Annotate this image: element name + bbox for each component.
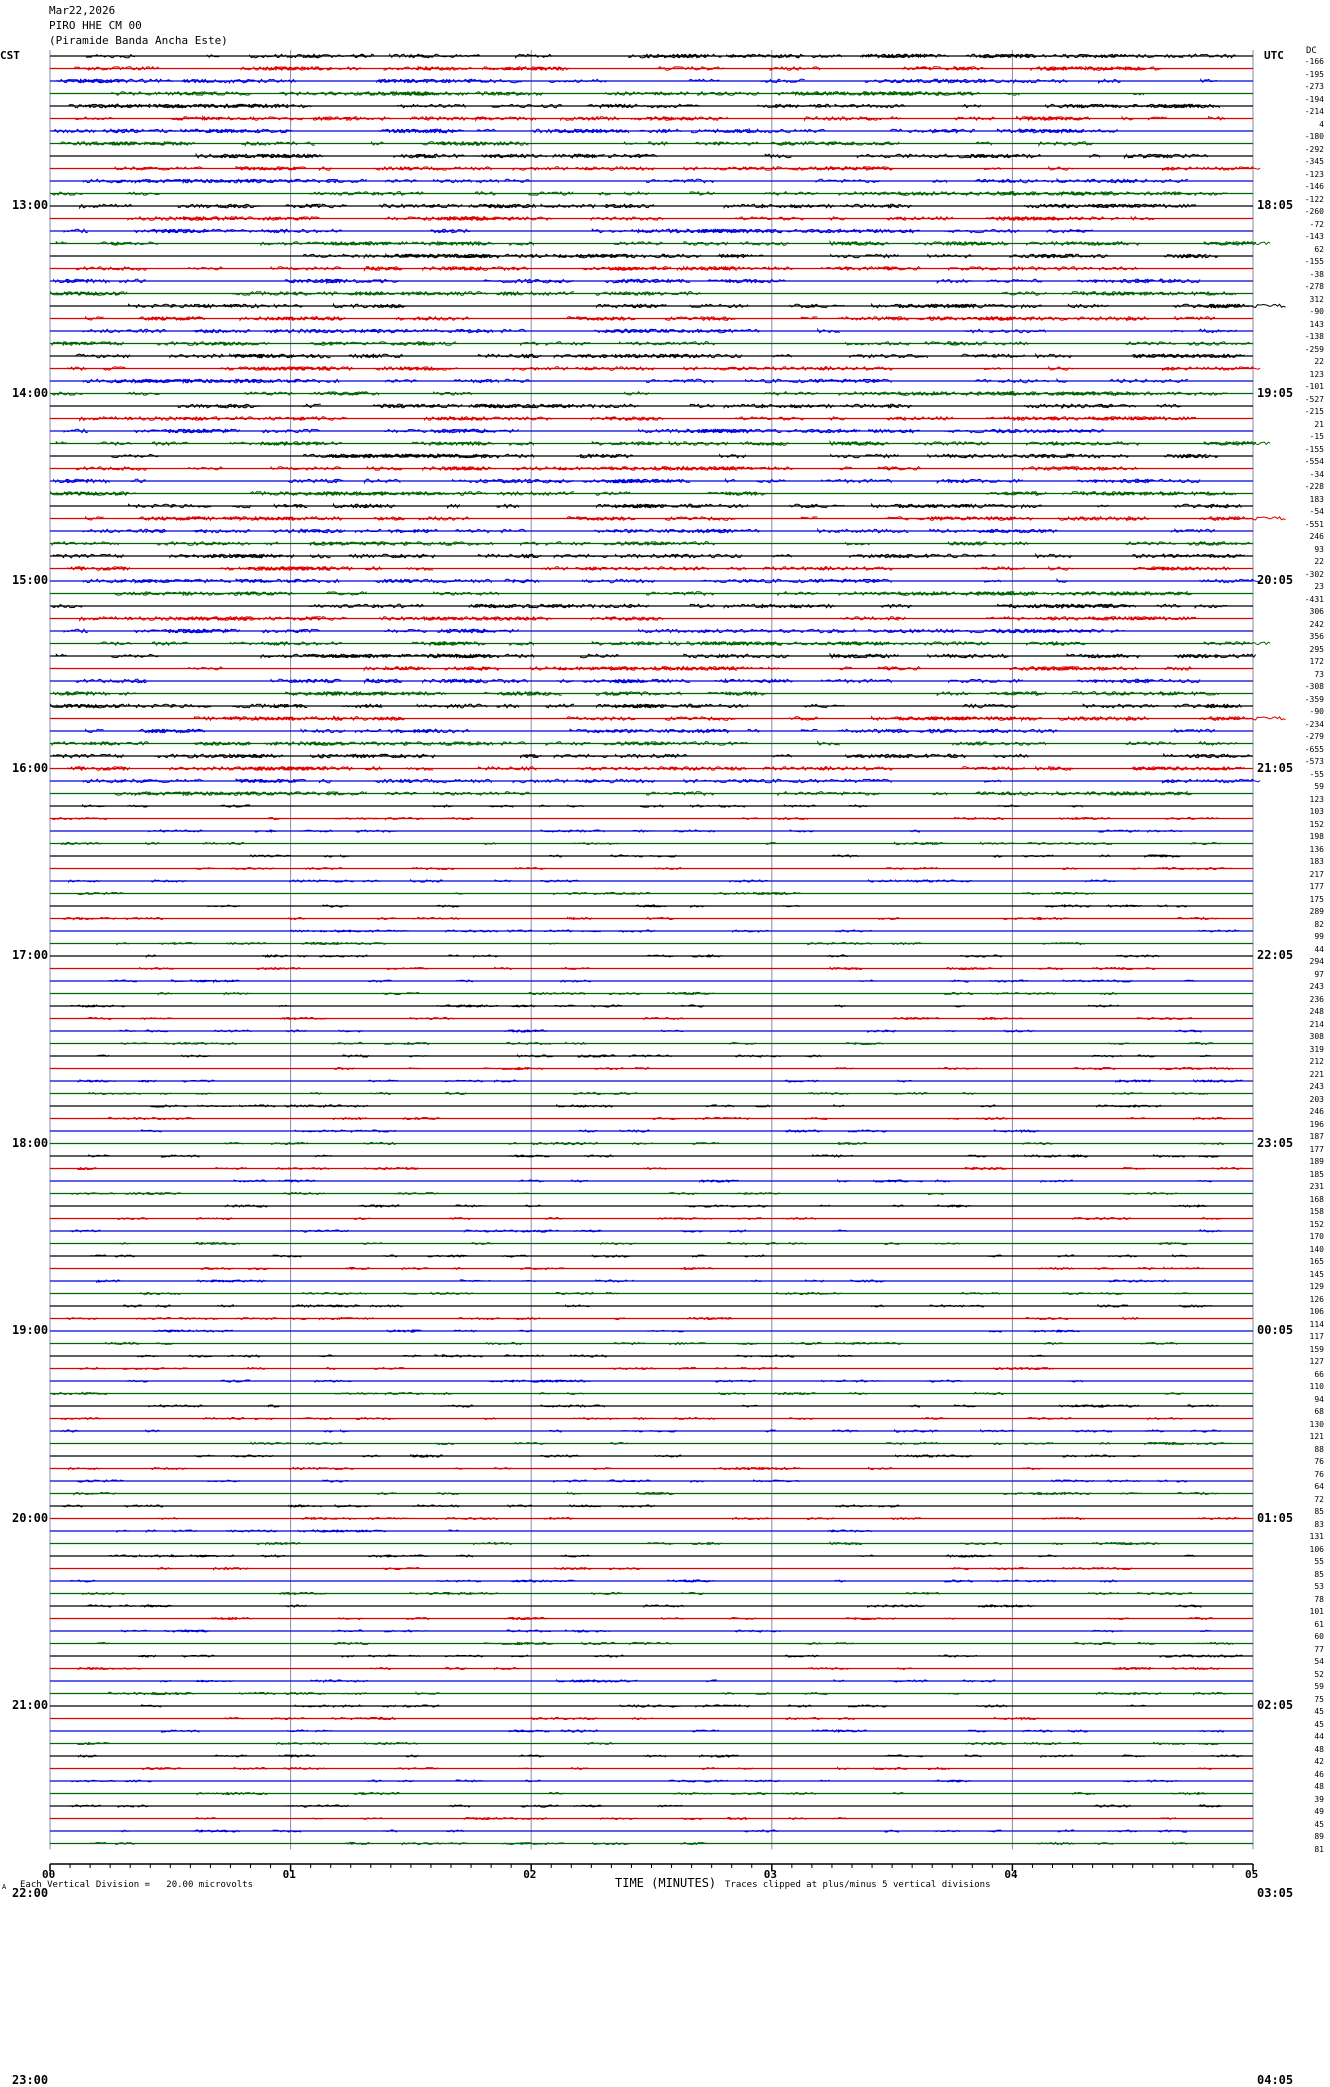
dc-offset-value: 89 [1314,1832,1324,1841]
dc-offset-value: 39 [1314,1794,1324,1804]
time-tick-label: 00 [42,1868,56,1881]
dc-offset-value: 97 [1314,969,1324,979]
left-hour-label: 21:00 [12,1698,49,1712]
trace-lines [50,56,1253,1844]
dc-offset-value: 49 [1314,1807,1324,1816]
dc-offset-value: 312 [1309,294,1324,304]
dc-offset-value: 121 [1309,1432,1324,1441]
dc-offset-value: -260 [1304,207,1324,216]
dc-offset-value: 22 [1314,557,1324,566]
dc-offset-value: 88 [1314,1444,1324,1454]
dc-offset-value: 106 [1309,1307,1324,1316]
trace-signals [51,54,1286,1844]
dc-offset-value: 72 [1314,1494,1324,1504]
trace-signal [68,767,1245,771]
dc-offset-value: 242 [1309,619,1324,629]
left-hour-label: 23:00 [12,2073,49,2087]
dc-offset-value: 77 [1314,1644,1324,1654]
right-hour-label: 21:05 [1257,760,1294,775]
dc-offset-value: 177 [1309,882,1324,891]
dc-offset-value: -302 [1304,569,1324,579]
dc-offset-value: 289 [1309,907,1324,916]
dc-offset-value: 203 [1309,1094,1324,1104]
dc-offset-value: -554 [1304,457,1324,466]
dc-offset-value: -308 [1304,682,1324,691]
dc-offset-value: 221 [1309,1069,1324,1079]
dc-offset-value: 294 [1309,957,1324,966]
dc-offset-value: 106 [1309,1544,1324,1554]
dc-offset-value: 248 [1309,1007,1324,1016]
dc-offset-value: 44 [1314,1732,1324,1741]
dc-offset-value: -15 [1309,432,1324,441]
left-hour-label: 18:00 [12,1135,49,1150]
dc-offset-value: -573 [1304,757,1324,766]
dc-offset-value: 152 [1309,1219,1324,1229]
dc-offset-value: 168 [1309,1194,1324,1204]
dc-offset-value: 44 [1314,944,1324,954]
dc-offset-value: 196 [1309,1119,1324,1129]
vertical-scale-note: Each Vertical Division = 20.00 microvolts [20,1880,253,1890]
dc-offset-value: 99 [1314,932,1324,941]
dc-offset-value: -166 [1304,57,1324,66]
dc-offset-value: -228 [1304,482,1324,491]
dc-offset-value: -194 [1304,94,1324,104]
dc-offset-value: -34 [1309,469,1324,479]
dc-offset-value: 60 [1314,1632,1324,1641]
dc-offset-value: 54 [1314,1657,1324,1666]
dc-offset-value: 123 [1309,369,1324,379]
dc-offset-value: 4 [1319,119,1324,129]
dc-offset-value: -146 [1304,182,1324,191]
dc-offset-value: -215 [1304,407,1324,416]
dc-offset-value: 59 [1314,1682,1324,1691]
dc-offset-value: -234 [1304,719,1324,729]
dc-offset-value: -273 [1304,82,1324,91]
right-hour-label: 19:05 [1257,385,1294,400]
left-hour-label: 16:00 [12,760,49,775]
dc-offset-value: 243 [1309,982,1324,991]
dc-offset-value: 73 [1314,669,1324,679]
trace-signal [54,129,1118,133]
record-date: Mar22,2026 [49,4,116,17]
dc-offset-value: 110 [1309,1382,1324,1391]
dc-offset-value: 145 [1309,1269,1324,1279]
dc-offset-value: -431 [1304,594,1324,604]
dc-offset-value: 114 [1309,1319,1324,1329]
dc-offset-value: 48 [1314,1782,1324,1791]
time-tick-label: 02 [523,1868,537,1881]
right-hour-label: 22:05 [1257,948,1294,962]
dc-offset-value: 217 [1309,869,1324,879]
dc-offset-value: 243 [1309,1082,1324,1091]
dc-offset-value: 76 [1314,1469,1324,1479]
right-hour-label: 01:05 [1257,1510,1294,1525]
dc-offset-value: 83 [1314,1519,1324,1529]
dc-offset-value: 66 [1314,1369,1324,1379]
dc-offset-value: 61 [1314,1619,1324,1629]
trace-signal [87,54,1236,58]
dc-offset-value: -527 [1304,394,1324,404]
right-hour-label: 18:05 [1257,198,1294,212]
right-hour-label: 00:05 [1257,1323,1294,1337]
dc-offset-value: -122 [1304,194,1324,204]
dc-offset-value: 64 [1314,1482,1324,1491]
station-site: (Piramide Banda Ancha Este) [49,34,228,47]
dc-offset-value: -278 [1304,282,1324,291]
time-tick-label: 01 [282,1868,296,1881]
dc-offset-value: 45 [1314,1707,1324,1716]
left-hour-label: 15:00 [12,573,49,587]
right-hour-label: 04:05 [1257,2073,1294,2087]
right-hour-label: 20:05 [1257,573,1294,587]
dc-offset-value: 59 [1314,782,1324,791]
dc-offset-value: -55 [1309,769,1324,779]
dc-offset-value: 183 [1309,494,1324,504]
dc-offset-value: 246 [1309,532,1324,541]
dc-offset-value: -90 [1309,307,1324,316]
dc-offset-value: -551 [1304,519,1324,529]
left-hour-label: 14:00 [12,385,49,400]
dc-offset-value: 46 [1314,1769,1324,1779]
dc-offset-value: -345 [1304,157,1324,166]
dc-offset-value: -155 [1304,444,1324,454]
dc-offset-value: 170 [1309,1232,1324,1241]
clip-note: Traces clipped at plus/minus 5 vertical divisions [725,1880,991,1890]
left-hour-label: 17:00 [12,948,49,962]
dc-offset-value: 165 [1309,1257,1324,1266]
dc-offset-value: 356 [1309,632,1324,641]
dc-offset-value: 177 [1309,1144,1324,1154]
right-timezone-label: UTC [1264,49,1284,62]
right-hour-label: 02:05 [1257,1698,1294,1712]
dc-offset-value: -655 [1304,744,1324,754]
dc-offset-value: -38 [1309,269,1324,279]
dc-offset-value: 246 [1309,1107,1324,1116]
dc-offset-value: 48 [1314,1744,1324,1754]
dc-offset-value: 306 [1309,607,1324,616]
dc-offset-value: 159 [1309,1344,1324,1354]
dc-offset-value: 94 [1314,1394,1324,1404]
station-code: PIRO HHE CM 00 [49,19,142,32]
dc-offset-value: 85 [1314,1569,1324,1579]
dc-offset-value: 21 [1314,419,1324,429]
dc-offset-value: 140 [1309,1244,1324,1254]
dc-offset-value: 183 [1309,857,1324,866]
dc-offset-value: -143 [1304,232,1324,241]
dc-offset-value: 117 [1309,1332,1324,1341]
left-hour-label: 22:00 [12,1885,49,1900]
dc-offset-value: 126 [1309,1294,1324,1304]
dc-offset-value: 158 [1309,1207,1324,1216]
dc-offset-value: -54 [1309,507,1324,516]
dc-offset-value: -259 [1304,344,1324,354]
dc-offset-value: 101 [1309,1607,1324,1616]
dc-offset-value: -279 [1304,732,1324,741]
dc-offset-value: 93 [1314,544,1324,554]
dc-offset-value: 185 [1309,1169,1324,1179]
left-timezone-label: CST [0,49,20,62]
dc-offset-value: 52 [1314,1669,1324,1679]
time-tick-label: 05 [1245,1868,1259,1881]
dc-offset-value: 45 [1314,1819,1324,1829]
dc-offset-value: -138 [1304,332,1324,341]
dc-offset-value: 172 [1309,657,1324,666]
dc-offset-value: -72 [1309,219,1324,229]
dc-offset-value: 81 [1314,1844,1324,1854]
dc-offset-value: 55 [1314,1557,1324,1566]
dc-offset-value: -359 [1304,694,1324,704]
dc-offset-value: -101 [1304,382,1324,391]
dc-offset-value: -123 [1304,169,1324,179]
left-hour-label: 20:00 [12,1510,49,1525]
dc-offset-value: 129 [1309,1282,1324,1291]
dc-offset-value: 131 [1309,1532,1324,1541]
dc-offset-value: 231 [1309,1182,1324,1191]
dc-offset-value: -292 [1304,144,1324,154]
dc-offset-value: 214 [1309,1019,1324,1029]
dc-offset-value: 198 [1309,832,1324,841]
dc-offset-value: 78 [1314,1594,1324,1604]
dc-offset-value: 136 [1309,844,1324,854]
dc-offset-value: 82 [1314,919,1324,929]
left-hour-label: 13:00 [12,198,49,212]
dc-offset-value: -214 [1304,107,1324,116]
dc-offset-value: 123 [1309,794,1324,804]
dc-offset-value: 189 [1309,1157,1324,1166]
dc-offset-value: 127 [1309,1357,1324,1366]
dc-offset-value: -155 [1304,257,1324,266]
dc-offset-value: 68 [1314,1407,1324,1416]
dc-offset-value: 75 [1314,1694,1324,1704]
right-hour-label: 03:05 [1257,1885,1294,1900]
dc-offset-value: 85 [1314,1507,1324,1516]
time-tick-label: 03 [763,1868,778,1881]
dc-offset-value: 45 [1314,1719,1324,1729]
dc-offset-value: -90 [1309,707,1324,716]
dc-offset-value: 143 [1309,319,1324,329]
trace-signal [80,417,1196,421]
minute-gridlines [50,50,1253,1850]
dc-offset-value: 187 [1309,1132,1324,1141]
dc-offset-value: 319 [1309,1044,1324,1054]
dc-offset-value: 295 [1309,644,1324,654]
footer-mark: A [2,1883,7,1891]
dc-offset-value: 152 [1309,819,1324,829]
dc-offset-value: 42 [1314,1757,1324,1766]
dc-offset-value: 175 [1309,894,1324,904]
dc-offset-value: 103 [1309,807,1324,816]
dc-offset-value: 76 [1314,1457,1324,1466]
dc-offset-value: 62 [1314,244,1324,254]
dc-offset-value: 308 [1309,1032,1324,1041]
dc-offset-value: -180 [1304,132,1324,141]
left-hour-label: 19:00 [12,1323,49,1337]
time-axis-ticks [50,1864,1253,1871]
dc-offset-value: 236 [1309,994,1324,1004]
right-hour-label: 23:05 [1257,1135,1294,1150]
dc-offset-value: -195 [1304,69,1324,79]
dc-offset-value: 22 [1314,357,1324,366]
dc-offset-value: 130 [1309,1419,1324,1429]
dc-offset-value: 212 [1309,1057,1324,1066]
dc-offset-value: 53 [1314,1582,1324,1591]
trace-signal [201,1267,1204,1269]
time-axis-title: TIME (MINUTES) [615,1876,717,1890]
dc-offset-header: DC [1306,46,1317,56]
dc-offset-value: 23 [1314,582,1324,591]
time-tick-label: 04 [1004,1868,1018,1881]
trace-signal [53,554,1244,558]
